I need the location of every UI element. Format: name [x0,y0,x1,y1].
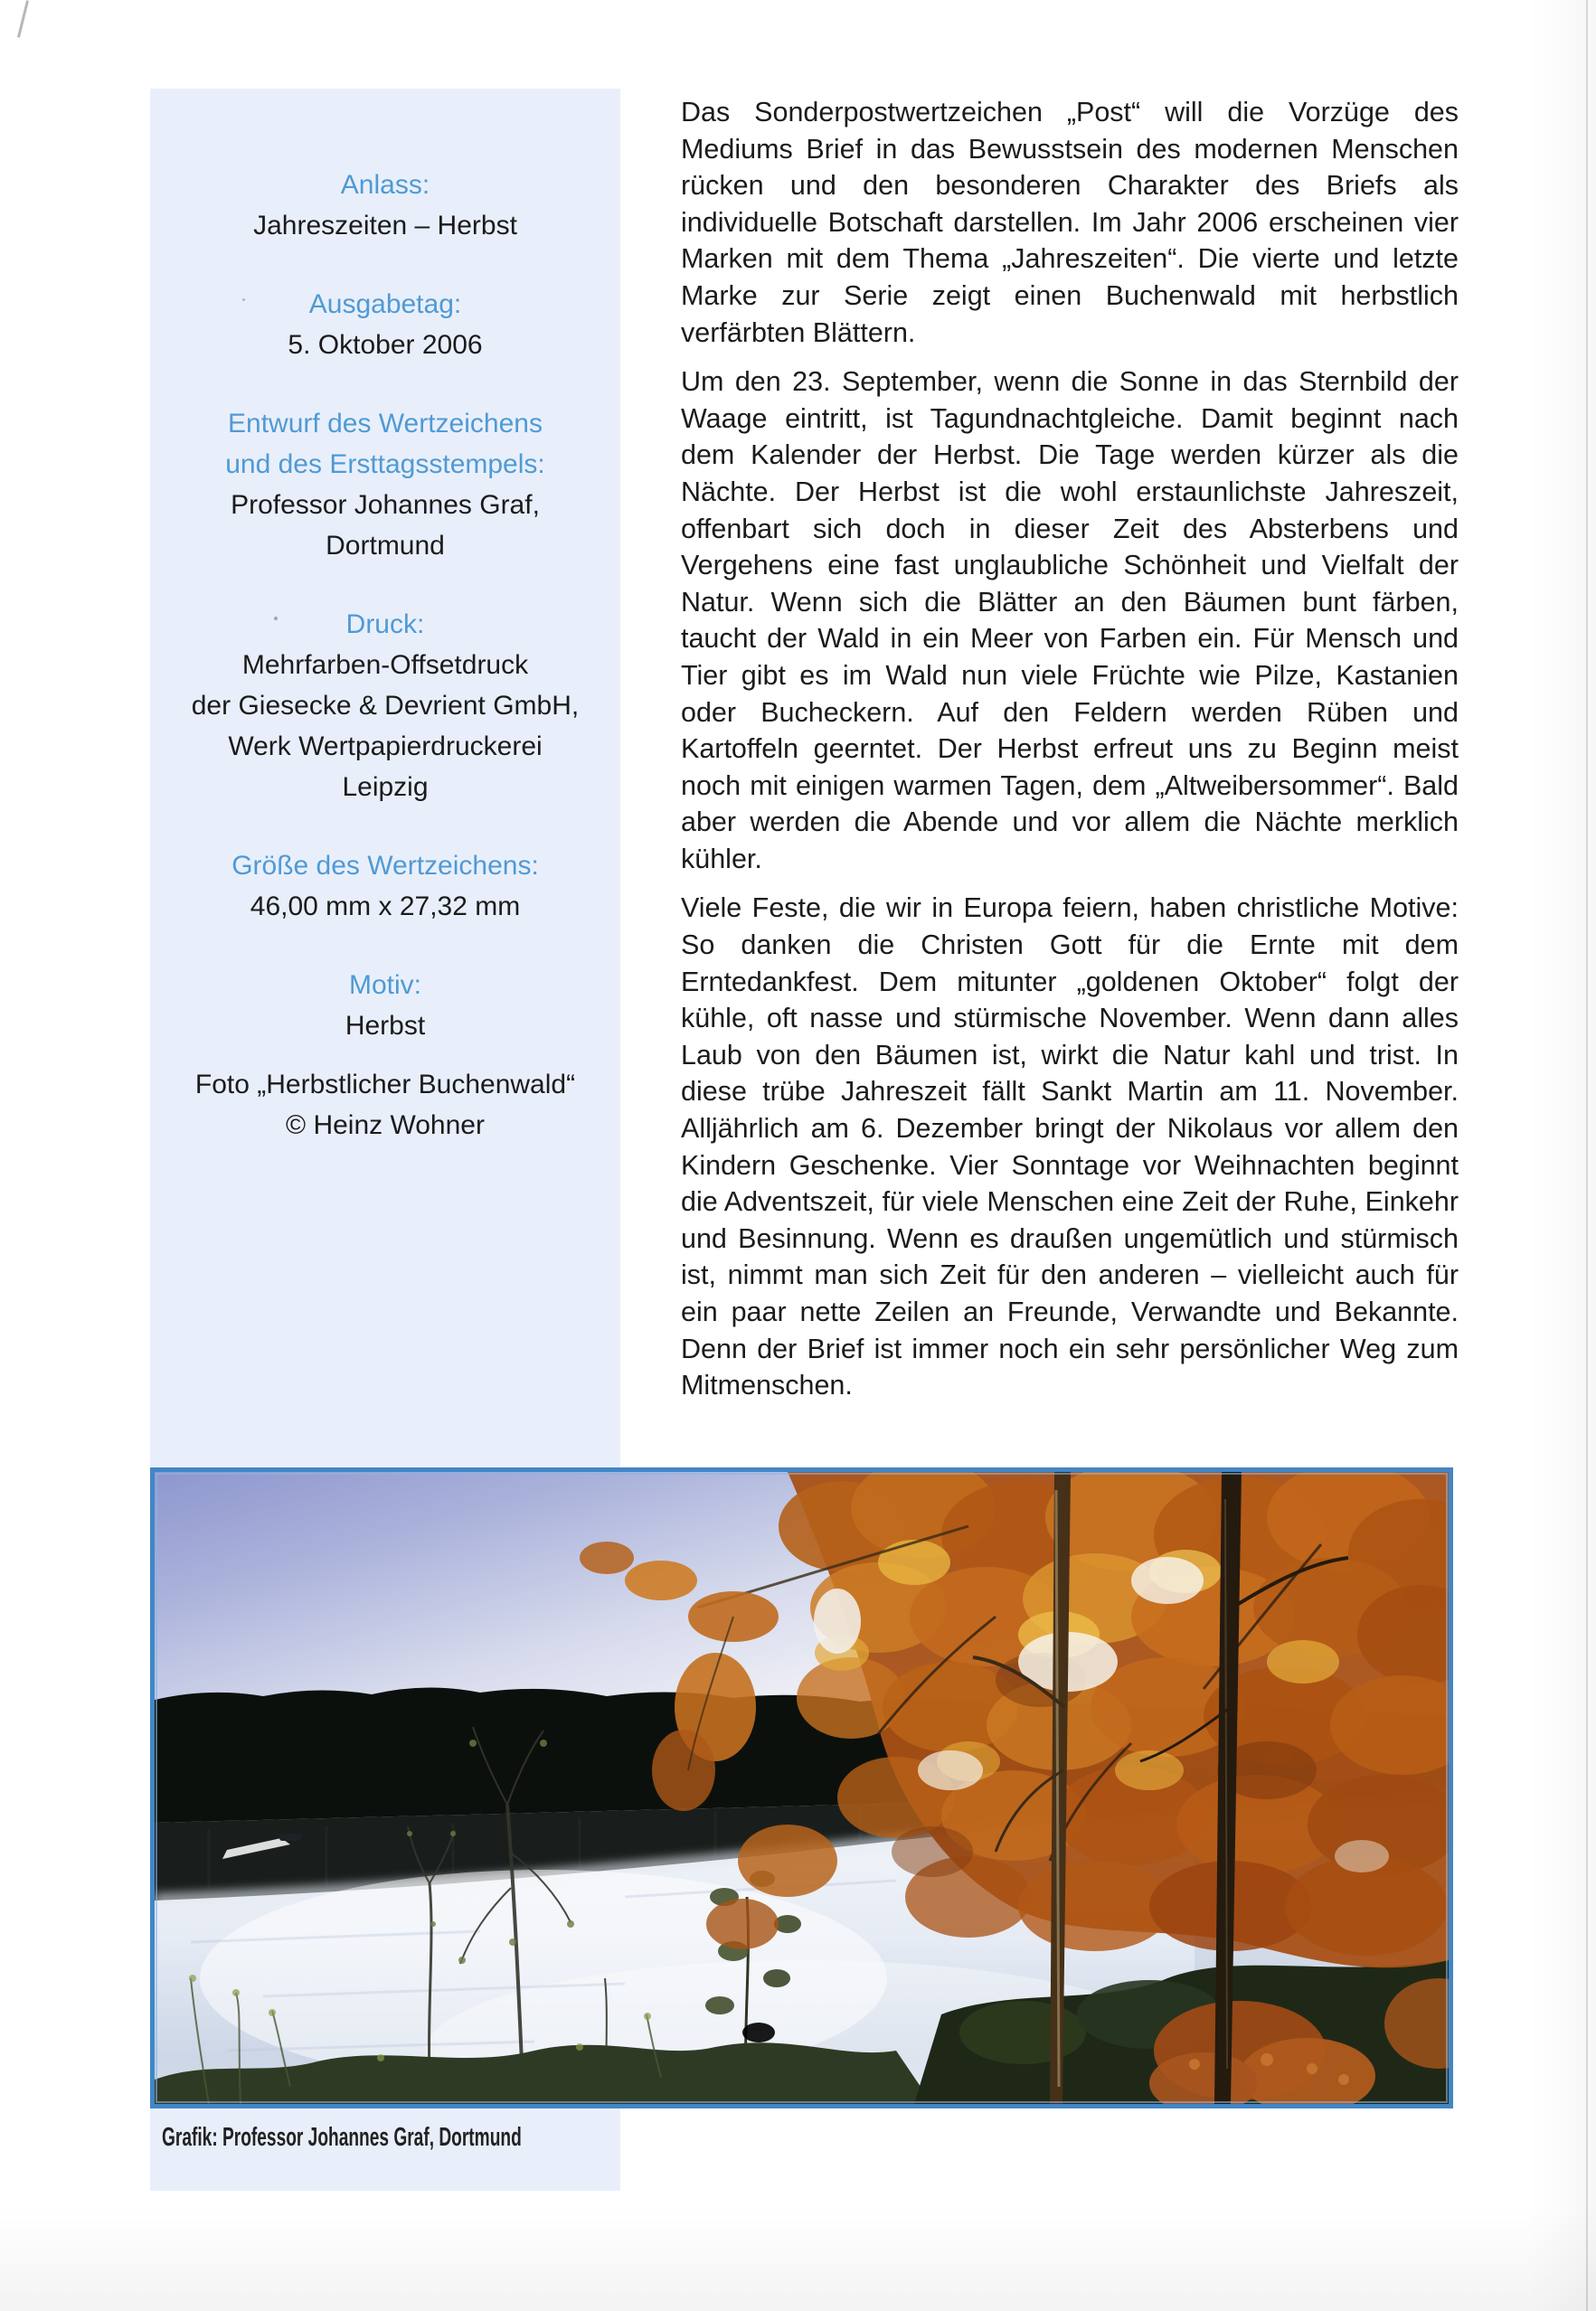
scan-edge-line [1586,0,1588,2311]
autumn-forest-lake-photo [150,1467,1453,2108]
photo-illustration [155,1472,1449,2104]
article-text [681,94,1459,1404]
section-value: Dortmund [326,531,445,561]
section-value: Mehrfarben-Offsetdruck [241,650,529,680]
section-value: 46,00 mm x 27,32 mm [250,891,521,921]
section-value: Leipzig [342,772,429,802]
section-motiv [150,965,620,1046]
paragraph-1: Das Sonderpostwertzeichen „Post“ will die Vorzüge des Mediums Brief in das Bewusstsein des modernen Menschen rücken und den besonderen Charakter des Briefs als individuelle Botschaft darstellen. Im Jahr 2006 erscheinen vier Marken mit dem Thema „Jahreszeiten“. Die vierte und letzte Marke zur Serie zeigt einen Buchenwald mit herbstlich verfärbten Blättern. [681,97,1459,348]
section-foto-credit [150,1064,620,1146]
section-label: und des Ersttagsstempels: [225,449,545,479]
section-value: Professor Johannes Graf, [231,490,540,520]
section-label: Größe des Wertzeichens: [231,851,539,881]
photo-caption-text: Grafik: Professor Johannes Graf, Dortmund [162,2123,522,2152]
section-label: Anlass: [340,170,430,200]
section-label: Druck: [345,609,425,639]
scan-crease-mark [17,0,29,37]
section-value: der Giesecke & Devrient GmbH, [191,691,580,721]
photo-caption [162,2123,632,2153]
section-groesse [150,845,620,927]
section-label: Motiv: [348,970,421,1000]
section-value: 5. Oktober 2006 [288,330,483,360]
section-druck [150,604,620,807]
paragraph-3: Viele Feste, die wir in Europa feiern, haben christliche Motive: So danken die Christen Gott für die Ernte mit dem Erntedankfest. Dem mitunter „goldenen Oktober“ folgt der kühle, oft nasse und stürmische November. Wenn dann alles Laub von den Bäumen ist, wirkt die Natur kahl und trist. In diese trübe Jahreszeit fällt Sankt Martin am 11. November. Alljährlich am 6. Dezember bringt der Nikolaus vor allem den Kindern Geschenke. Vier Sonntage vor Weihnachten beginnt die Adventszeit, für viele Menschen eine Zeit der Ruhe, Einkehr und Besinnung. Wenn es draußen ungemütlich und stürmisch ist, nimmt man sich Zeit für den anderen – vielleicht auch für ein paar nette Zeilen an Freunde, Verwandte und Bekannte. Denn der Brief ist immer noch ein sehr persönlicher Weg zum Mitmenschen. [681,892,1459,1401]
section-value: Jahreszeiten – Herbst [253,211,517,241]
dust-speck [242,298,245,301]
section-anlass [150,165,620,246]
section-value: Werk Wertpapierdruckerei [228,731,543,761]
photo-credit-line: Foto „Herbstlicher Buchenwald“ [194,1070,576,1099]
paragraph-2: Um den 23. September, wenn die Sonne in das Sternbild der Waage eintritt, ist Tagundnachtgleiche. Damit beginnt nach dem Kalender der Herbst. Die Tage werden kürzer als die Nächte. Der Herbst ist die wohl erstaunlichste Jahreszeit, offenbart sich doch in dieser Zeit des Absterbens und Vergehens eine fast unglaubliche Schönheit und Vielfalt der Natur. Wenn sich die Blätter an den Bäumen bunt färben, taucht der Wald in ein Meer von Farben ein. Für Mensch und Tier gibt es im Wald nun viele Früchte wie Pilze, Kastanien oder Bucheckern. Auf den Feldern werden Rüben und Kartoffeln geerntet. Der Herbst erfreut uns zu Beginn meist noch mit einigen warmen Tagen, dem „Altweibersommer“. Bald aber werden die Abende und vor allem die Nächte merklich kühler. [681,366,1459,874]
section-ausgabetag [150,284,620,365]
section-label: Ausgabetag: [308,289,462,319]
section-value: Herbst [345,1011,426,1041]
photo-credit-line: © Heinz Wohner [286,1110,485,1140]
section-entwurf [150,403,620,566]
section-label: Entwurf des Wertzeichens [228,409,543,439]
dust-speck [274,617,278,620]
scan-bottom-shading [0,2206,1596,2311]
